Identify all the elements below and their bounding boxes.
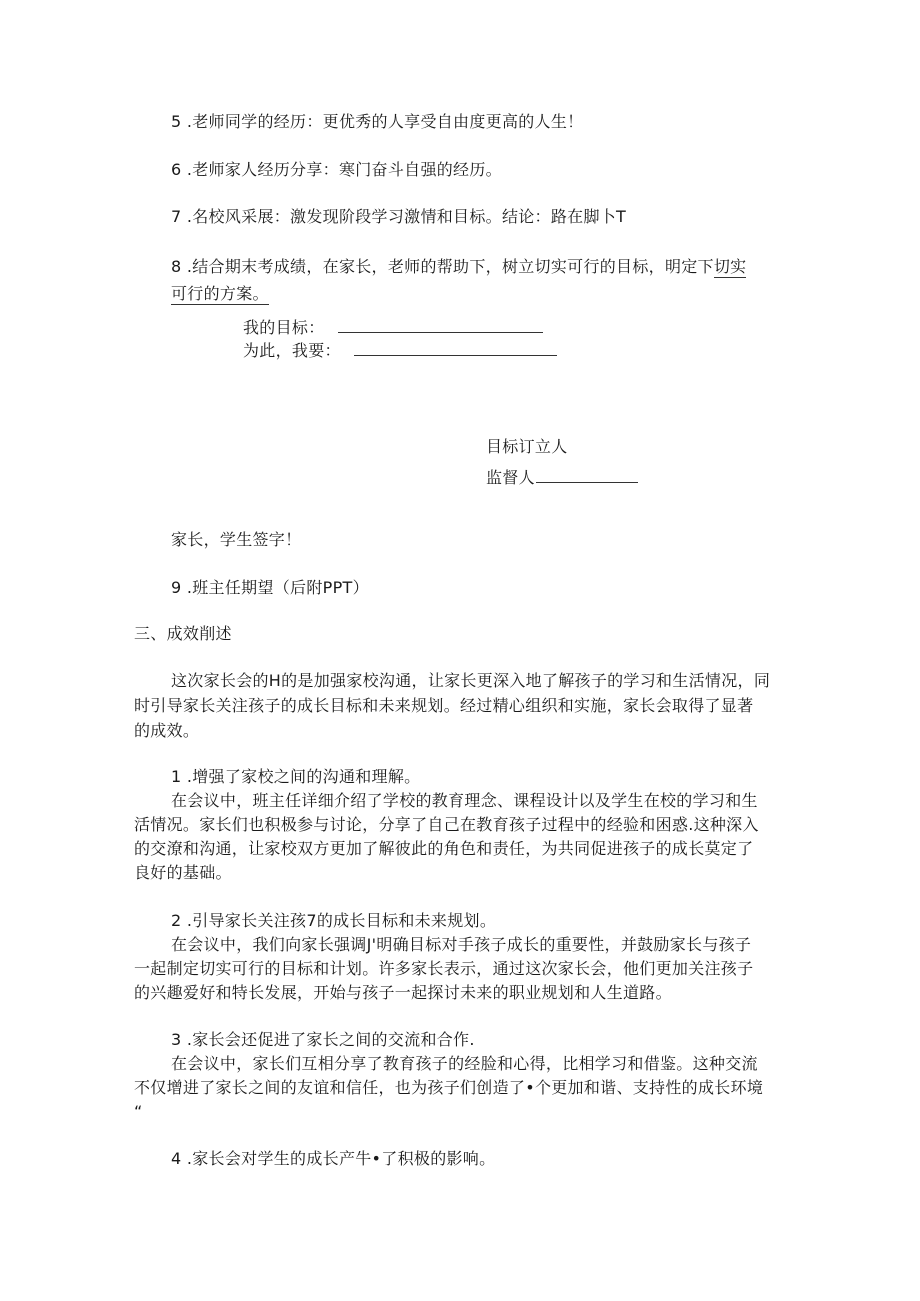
point-1-line-2: 活情况。家长们也积极参与讨论，分享了自己在教育孩子过程中的经验和困惑.这种深入: [134, 815, 759, 834]
list-item-8: [171, 257, 746, 277]
my-goal-label: 我的目标：: [243, 318, 325, 337]
goal-setter-label: 目标订立人: [486, 437, 568, 456]
point-2-line-1: 在会议中，我们向家长强调J'明确目标对手孩子成长的重要性，并鼓励家长与孩子: [171, 935, 752, 954]
for-this-label: 为此，我要：: [243, 341, 341, 360]
list-item-8-cont: [171, 284, 269, 304]
point-1-line-4: 良好的基础。: [134, 863, 232, 882]
point-2-title: 2 .引导家长关注孩7的成长目标和未来规划。: [171, 911, 497, 930]
list-item-7: 7 .名校风采展：激发现阶段学习激情和目标。结论：路在脚卜T: [171, 207, 627, 226]
point-3-line-1: 在会议中，家长们互相分享了教育孩子的经脸和心得，比相学习和借鉴。这种交流: [171, 1054, 758, 1073]
parent-student-sign: 家长，学生签字！: [171, 530, 302, 549]
for-this-blank[interactable]: [354, 341, 557, 356]
section-heading: 三、成效削述: [134, 624, 232, 643]
intro-line-3: 的成效。: [134, 721, 200, 740]
list-item-8-underlined: 切实: [713, 257, 747, 276]
point-1-title: 1 .增强了家校之间的沟通和理解。: [171, 767, 421, 786]
point-3-line-3: “: [134, 1102, 143, 1121]
point-1-line-1: 在会议中，班主任详细介绍了学校的教育理念、课程设计以及学生在校的学习和生: [171, 791, 758, 810]
supervisor-blank[interactable]: [536, 468, 638, 483]
my-goal-row: [243, 318, 543, 338]
point-1-line-3: 的交潦和沟通，让家校双方更加了解彼此的角色和责任，为共同促进孩子的成长莫定了: [134, 839, 754, 858]
point-4-title: 4 .家长会对学生的成长产牛•了积极的影响。: [171, 1149, 496, 1168]
intro-line-2: 时引导家长关注孩子的成长目标和未来规划。经过精心组织和实施，家长会取得了显著: [134, 696, 754, 715]
list-item-5: 5 .老师同学的经历：更优秀的人享受自由度更高的人生！: [171, 112, 584, 131]
for-this-row: [243, 341, 557, 361]
intro-line-1: 这次家长会的H的是加强家校沟通，让家长更深入地了解孩子的学习和生活情况，同: [171, 671, 771, 690]
point-2-line-2: 一起制定切实可行的目标和计划。许多家长表示，通过这次家长会，他们更加关注孩子: [134, 959, 754, 978]
my-goal-blank[interactable]: [338, 318, 543, 333]
list-item-9: 9 .班主任期望（后附PPT）: [171, 578, 369, 597]
list-item-8-underlined-cont: 可行的方案。: [171, 284, 269, 303]
list-item-6: 6 .老师家人经历分享：寒门奋斗自强的经历。: [171, 160, 502, 179]
supervisor-row: [486, 468, 638, 488]
supervisor-label: 监督人: [486, 468, 535, 487]
list-item-8-text: 8 .结合期末考成绩，在家长，老师的帮助下，树立切实可行的目标，明定下: [171, 257, 714, 276]
point-3-title: 3 .家长会还促进了家长之间的交流和合作.: [171, 1030, 475, 1049]
point-3-line-2: 不仅增进了家长之间的友谊和信任，也为孩子们创造了•个更加和谐、支持性的成长环境: [134, 1078, 764, 1097]
point-2-line-3: 的兴趣爱好和特长发展，开始与孩子一起探讨未来的职业规划和人生道路。: [134, 983, 672, 1002]
